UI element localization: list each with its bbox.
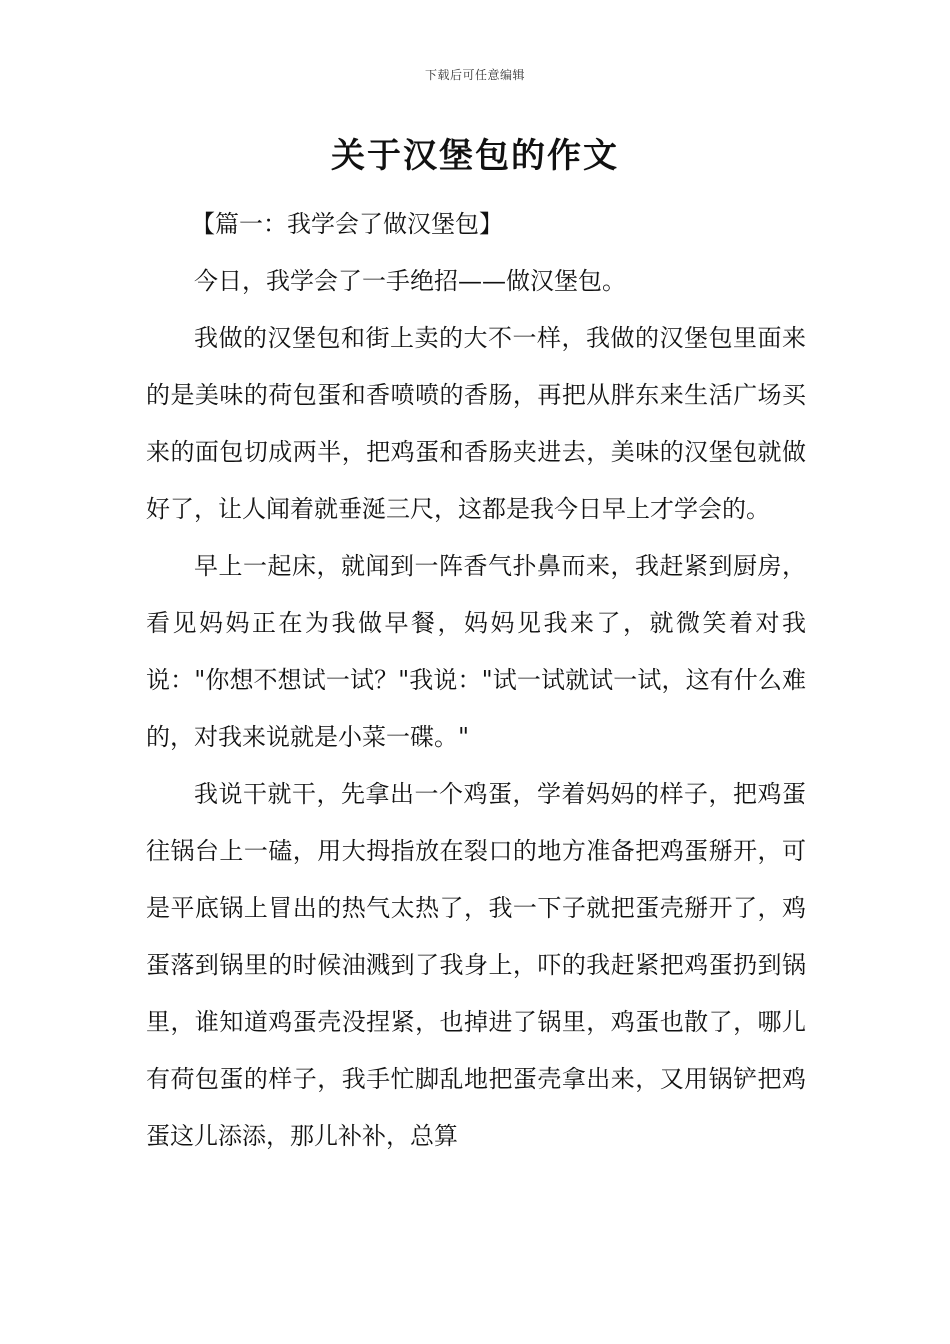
page-header-note: 下载后可任意编辑 [424,68,525,82]
document-title: 关于汉堡包的作文 [331,136,619,176]
paragraph-4: 我说干就干，先拿出一个鸡蛋，学着妈妈的样子，把鸡蛋往锅台上一磕，用大拇指放在裂口的地方准备把鸡蛋掰开，可是平底锅上冒出的热气太热了，我一下子就把蛋壳掰开了，鸡蛋落到锅里的时候油溅到了我身上，吓的我赶紧把鸡蛋扔到锅里，谁知道鸡蛋壳没捏紧，也掉进了锅里，鸡蛋也散了，哪儿有荷包蛋的样子，我手忙脚乱地把蛋壳拿出来，又用锅铲把鸡蛋这儿添添，那儿补补，总算 [146,780,806,1150]
paragraph-3: 早上一起床，就闻到一阵香气扑鼻而来，我赶紧到厨房，看见妈妈正在为我做早餐，妈妈见我来了，就微笑着对我说："你想不想试一试？"我说："试一试就试一试，这有什么难的，对我来说就是小菜一碟。" [146,552,806,751]
paragraph-1: 今日，我学会了一手绝招——做汉堡包。 [194,267,626,295]
document-body [146,196,806,1165]
paragraph-2: 我做的汉堡包和街上卖的大不一样，我做的汉堡包里面来的是美味的荷包蛋和香喷喷的香肠，再把从胖东来生活广场买来的面包切成两半，把鸡蛋和香肠夹进去，美味的汉堡包就做好了，让人闻着就垂涎三尺，这都是我今日早上才学会的。 [146,324,806,523]
section-heading: 【篇一：我学会了做汉堡包】 [191,210,503,238]
